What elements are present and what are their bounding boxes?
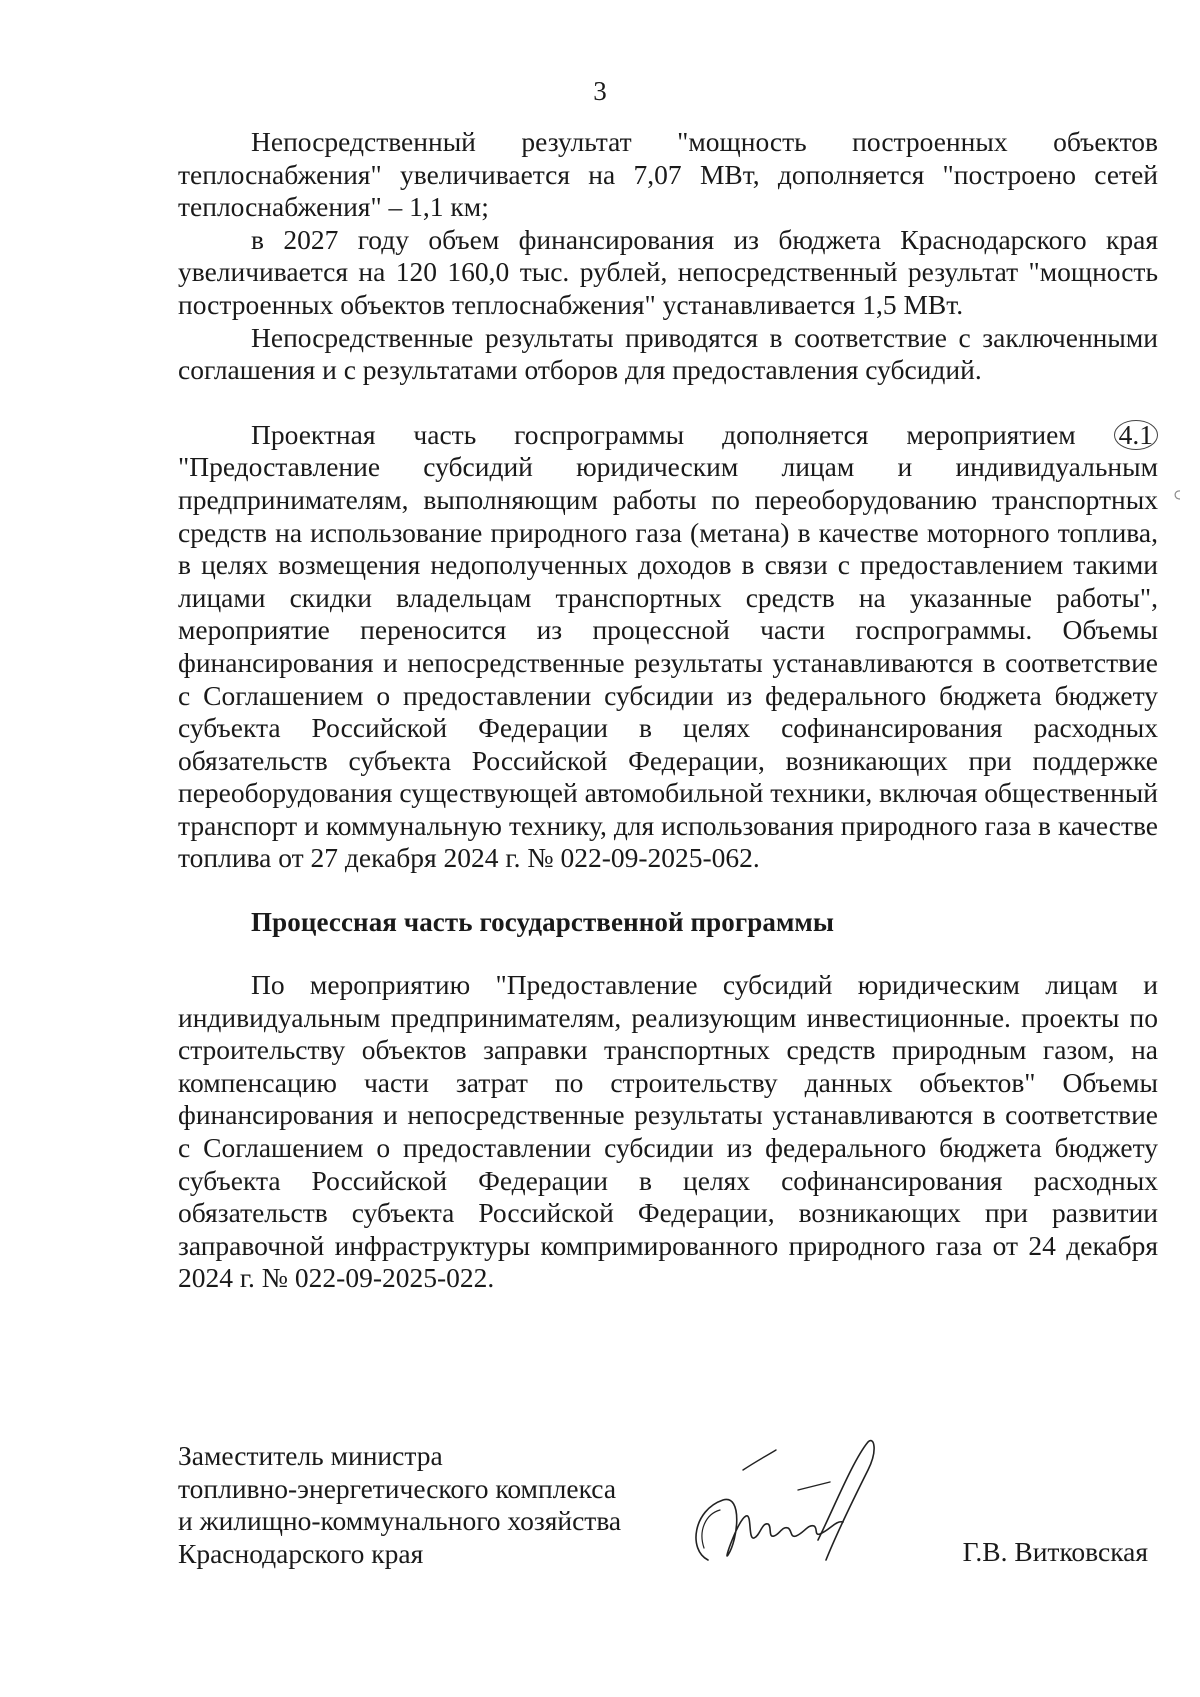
position-line: и жилищно-коммунального хозяйства	[178, 1505, 622, 1537]
position-line: Заместитель министра	[178, 1440, 443, 1471]
project-paragraph-intro: Проектная часть госпрограммы дополняется мероприятием	[251, 418, 1114, 450]
position-line: топливно-энергетического комплекса	[178, 1472, 617, 1504]
signatory-position	[178, 1440, 621, 1570]
position-line: Краснодарского края	[178, 1537, 424, 1569]
signature-block	[178, 1440, 1158, 1600]
margin-mark	[1170, 488, 1184, 502]
paragraph-results-alignment: Непосредственные результаты приводятся в соответствие с заключенными соглашения и с результатами отборов для предоставления субсидий.	[178, 321, 1158, 386]
section-heading: Процессная часть государственной программы	[251, 907, 835, 938]
paragraph-heat-capacity: Непосредственный результат "мощность построенных объектов теплоснабжения" увеличивается на 7,07 МВт, дополняется "построено сетей теплоснабжения" – 1,1 км;	[178, 126, 1158, 223]
document-body	[178, 126, 1158, 1295]
signer-name: Г.В. Витковская	[962, 1536, 1148, 1567]
circled-measure-number: 4.1	[1114, 420, 1158, 450]
project-paragraph-body: "Предоставление субсидий юридическим лицам и индивидуальным предпринимателям, выполняющим работы по переоборудованию транспортных средств на использование природного газа (метана) в качестве моторного топлива, в целях возмещения недополученных доходов в связи с предоставлением такими лицами скидки владельцам транспортных средств на указанные работы", мероприятие переносится из процессной части госпрограммы. Объемы финансирования и непосредственные результаты устанавливаются в соответствие с Соглашением о предоставлении субсидии из федерального бюджета бюджету субъекта Российской Федерации в целях софинансирования расходных обязательств субъекта Российской Федерации, возникающих при поддержке переоборудования существующей автомобильной техники, включая общественный транспорт и коммунальную технику, для использования природного газа в качестве топлива от 27 декабря 2024 г. № 022-09-2025-062.	[178, 451, 1158, 874]
paragraph-2027-funding: в 2027 году объем финансирования из бюджета Краснодарского края увеличивается на 120 160,0 тыс. рублей, непосредственный результат "мощность построенных объектов теплоснабжения" устанавливается 1,5 МВт.	[178, 223, 1158, 320]
page-number: 3	[593, 76, 607, 106]
handwritten-signature	[668, 1430, 888, 1580]
paragraph-project-part	[178, 419, 1158, 875]
paragraph-process-part: По мероприятию "Предоставление субсидий юридическим лицам и индивидуальным предпринимателям, реализующим инвестиционные. проекты по строительству объектов заправки транспортных средств природным газом, на компенсацию части затрат по строительству данных объектов" Объемы финансирования и непосредственные результаты устанавливаются в соответствие с Соглашением о предоставлении субсидии из федерального бюджета бюджету субъекта Российской Федерации в целях софинансирования расходных обязательств субъекта Российской Федерации, возникающих при развитии заправочной инфраструктуры компримированного природного газа от 24 декабря 2024 г. № 022-09-2025-022.	[178, 969, 1158, 1294]
